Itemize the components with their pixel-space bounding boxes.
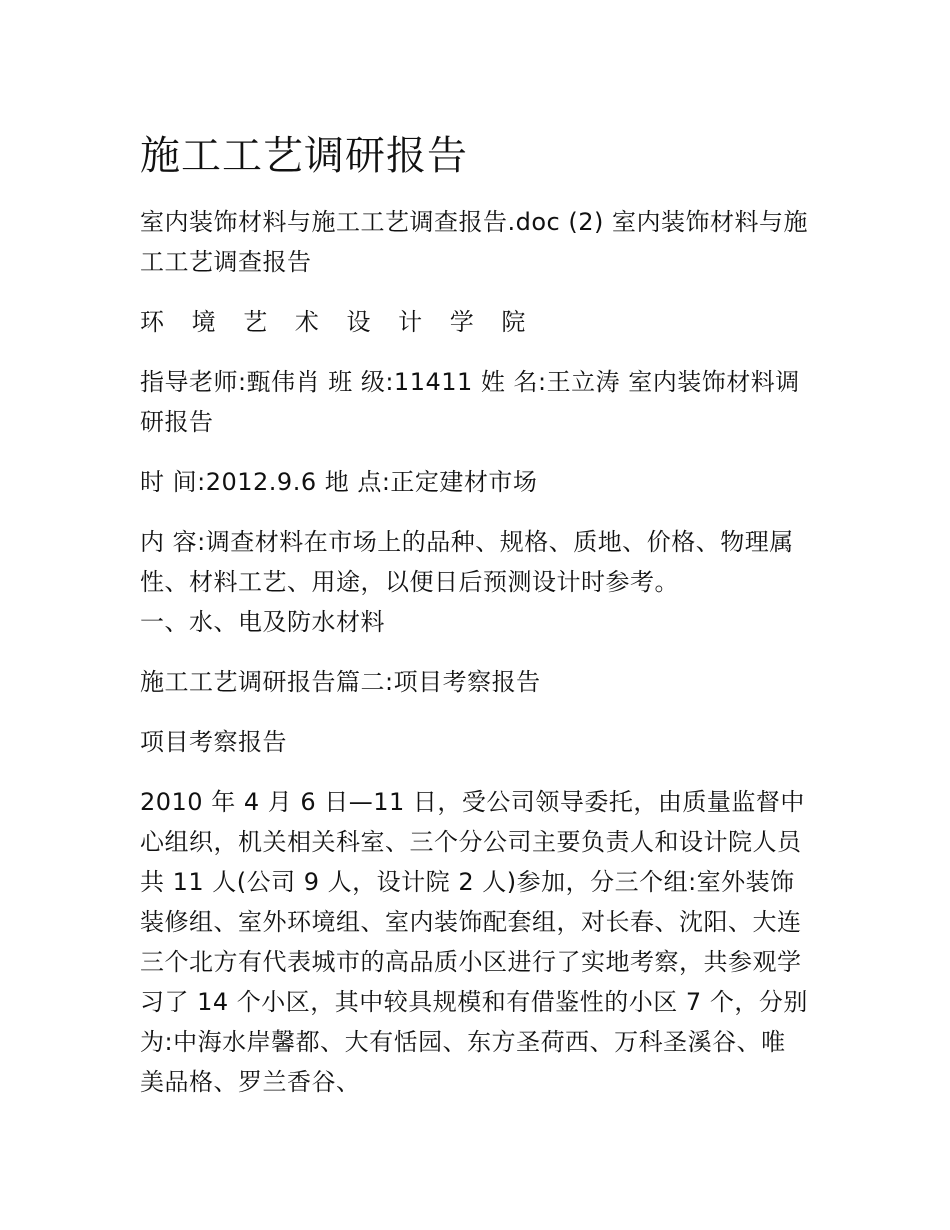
paragraph-time-place: 时 间:2012.9.6 地 点:正定建材市场 (140, 468, 538, 496)
paragraph-institute: 环 境 艺 术 设 计 学 院 (140, 308, 536, 336)
document-page (140, 126, 810, 1122)
paragraph-instructor-info: 指导老师:甄伟肖 班 级:11411 姓 名:王立涛 室内装饰材料调研报告 (140, 368, 800, 436)
paragraph-section-heading: 一、水、电及防水材料 (140, 608, 385, 636)
paragraph-content: 内 容:调查材料在市场上的品种、规格、质地、价格、物理属性、材料工艺、用途，以便日后预测设计时参考。 (140, 528, 794, 596)
paragraph-report-heading: 项目考察报告 (140, 728, 287, 756)
document-title: 施工工艺调研报告 (140, 133, 468, 179)
paragraph-part-two-heading: 施工工艺调研报告篇二:项目考察报告 (140, 668, 541, 696)
paragraph-source-title: 室内装饰材料与施工工艺调查报告.doc (2) 室内装饰材料与施工工艺调查报告 (140, 208, 808, 276)
paragraph-report-body: 2010 年 4 月 6 日—11 日，受公司领导委托，由质量监督中心组织，机关相关科室、三个分公司主要负责人和设计院人员共 11 人(公司 9 人，设计院 2 人)参加，分三个组:室外装饰装修组、室外环境组、室内装饰配套组，对长春、沈阳、大连三个北方有代表城市的高品质小区进行了实地考察，共参观学习了 14 个小区，其中较具规模和有借鉴性的小区 7 个，分别为:中海水岸馨都、大有恬园、东方圣荷西、万科圣溪谷、唯美品格、罗兰香谷、 (140, 788, 808, 1096)
